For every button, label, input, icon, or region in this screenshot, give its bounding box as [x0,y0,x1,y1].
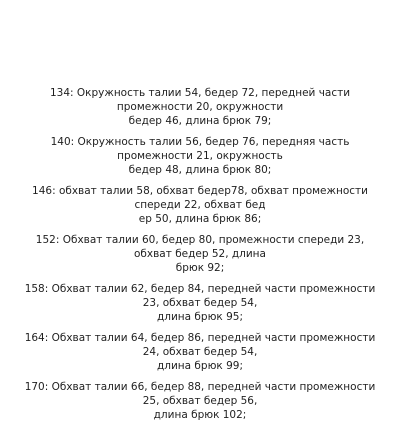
size-entry-152: 152: Обхват талии 60, бедер 80, промежности спереди 23, обхват бедер 52, длина брюк 92; [35,234,365,274]
size-chart-list [0,86,400,429]
size-entry-140: 140: Окружность талии 56, бедер 76, передняя часть промежности 21, окружность бедер 48, длина брюк 80; [50,136,350,176]
size-entry-170: 170: Обхват талии 66, бедер 88, передней части промежности 25, обхват бедер 56, длина брюк 102; [24,381,376,421]
size-entry-158: 158: Обхват талии 62, бедер 84, передней части промежности 23, обхват бедер 54, длина брюк 95; [24,283,376,323]
size-entry-164: 164: Обхват талии 64, бедер 86, передней части промежности 24, обхват бедер 54, длина брюк 99; [24,332,376,372]
size-entry-146: 146: обхват талии 58, обхват бедер78, обхват промежности спереди 22, обхват бед ер 50, длина брюк 86; [32,185,368,225]
size-entry-134: 134: Окружность талии 54, бедер 72, передней части промежности 20, окружности бедер 46, длина брюк 79; [49,87,351,127]
